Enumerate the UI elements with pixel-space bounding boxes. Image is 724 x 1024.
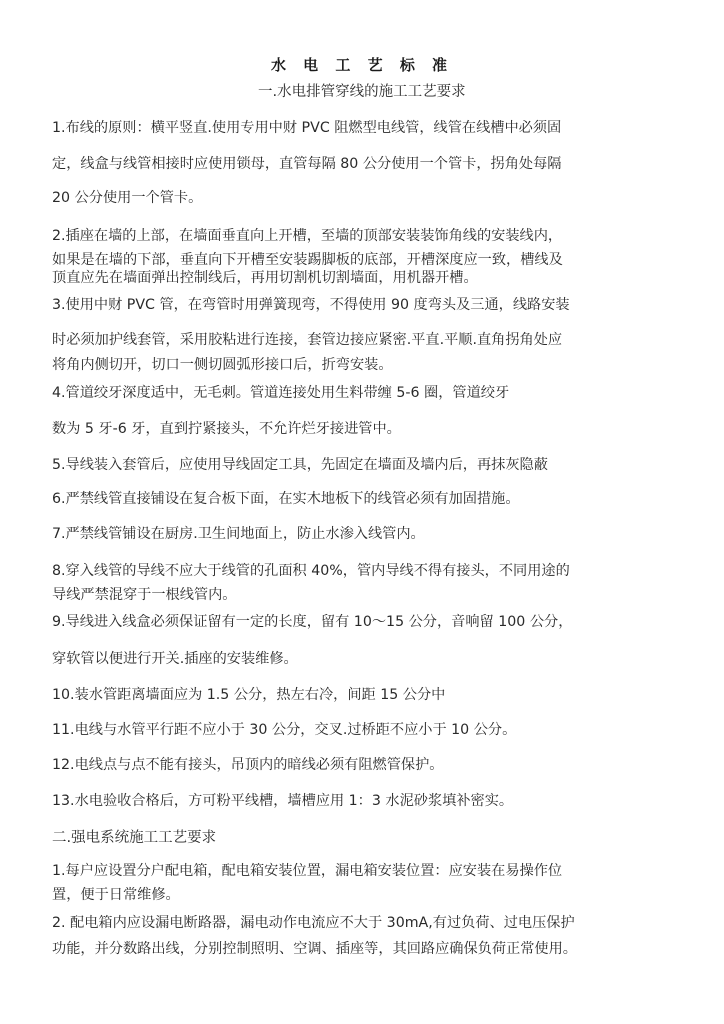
text-line: 定，线盒与线管相接时应使用锁母，直管每隔 80 公分使用一个管卡，拐角处每隔 (52, 156, 562, 172)
text-line: 6.严禁线管直接铺设在复合板下面，在实木地板下的线管必须有加固措施。 (52, 491, 520, 507)
text-line: 数为 5 牙-6 牙，直到拧紧接头，不允许烂牙接进管中。 (52, 421, 401, 437)
text-line: 顶直应先在墙面弹出控制线后，再用切割机切割墙面，用机器开槽。 (52, 270, 478, 286)
text-line: 导线严禁混穿于一根线管内。 (52, 587, 237, 603)
text-line: 功能，并分数路出线，分别控制照明、空调、插座等，其回路应确保负荷正常使用。 (52, 941, 577, 957)
text-line: 1.布线的原则：横平竖直.使用专用中财 PVC 阻燃型电线管，线管在线槽中必须固 (52, 120, 562, 136)
text-line: 时必须加护线套管，采用胶粘进行连接，套管边接应紧密.平直.平顺.直角拐角处应 (52, 332, 563, 348)
text-line: 置，便于日常维修。 (52, 887, 180, 903)
text-line: 5.导线装入套管后，应使用导线固定工具，先固定在墙面及墙内后，再抹灰隐蔽 (52, 457, 548, 473)
text-line: 如果是在墙的下部，垂直向下开槽至安装踢脚板的底部，开槽深度应一致，槽线及 (52, 252, 563, 268)
text-line: 3.使用中财 PVC 管，在弯管时用弹簧现弯，不得使用 90 度弯头及三通，线路安装 (52, 297, 570, 313)
text-line: 穿软管以便进行开关.插座的安装维修。 (52, 651, 298, 667)
text-line: 4.管道绞牙深度适中，无毛刺。管道连接处用生料带缠 5-6 圈，管道绞牙 (52, 385, 510, 401)
text-line: 8.穿入线管的导线不应大于线管的孔面积 40%，管内导线不得有接头，不同用途的 (52, 563, 570, 579)
section-2-heading: 二.强电系统施工工艺要求 (52, 830, 217, 846)
text-line: 12.电线点与点不能有接头，吊顶内的暗线必须有阻燃管保护。 (52, 757, 444, 773)
text-line: 2.插座在墙的上部，在墙面垂直向上开槽，至墙的顶部安装装饰角线的安装线内， (52, 228, 563, 244)
text-line: 将角内侧切开，切口一侧切圆弧形接口后，折弯安装。 (52, 357, 393, 373)
text-line: 9.导线进入线盒必须保证留有一定的长度，留有 10～15 公分，音响留 100 公分， (52, 614, 573, 630)
text-line: 11.电线与水管平行距不应小于 30 公分，交叉.过桥距不应小于 10 公分。 (52, 722, 517, 738)
document-title: 水 电 工 艺 标 准 (270, 56, 454, 74)
text-line: 20 公分使用一个管卡。 (52, 190, 203, 206)
section-1-heading: 一.水电排管穿线的施工工艺要求 (258, 84, 466, 100)
text-line: 13.水电验收合格后，方可粉平线槽，墙槽应用 1：3 水泥砂浆填补密实。 (52, 793, 514, 809)
text-line: 2. 配电箱内应设漏电断路器，漏电动作电流应不大于 30mA,有过负荷、过电压保护 (52, 915, 575, 931)
text-line: 7.严禁线管铺设在厨房.卫生间地面上，防止水渗入线管内。 (52, 526, 425, 542)
text-line: 10.装水管距离墙面应为 1.5 公分，热左右冷，间距 15 公分中 (52, 687, 446, 703)
text-line: 1.每户应设置分户配电箱，配电箱安装位置，漏电箱安装位置：应安装在易操作位 (52, 863, 563, 879)
